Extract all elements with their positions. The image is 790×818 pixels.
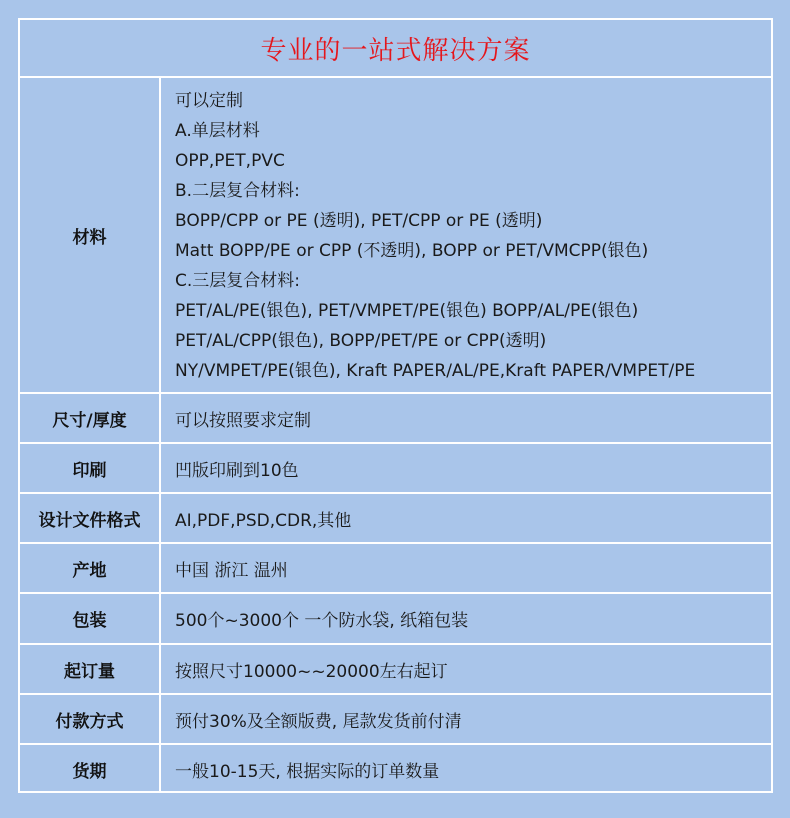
material-line: NY/VMPET/PE(银色), Kraft PAPER/AL/PE,Kraft PAPER/VMPET/PE	[175, 361, 696, 381]
table-row-design	[20, 494, 771, 544]
row-label: 材料	[20, 78, 161, 392]
row-value: 一般10-15天, 根据实际的订单数量	[175, 761, 440, 782]
material-line: OPP,PET,PVC	[175, 151, 285, 171]
row-value: AI,PDF,PSD,CDR,其他	[175, 510, 352, 531]
row-value: 500个~3000个 一个防水袋, 纸箱包装	[175, 611, 469, 631]
row-label: 付款方式	[20, 695, 161, 743]
table-row-origin	[20, 544, 771, 594]
row-value: 可以按照要求定制	[175, 410, 311, 431]
row-label: 起订量	[20, 645, 161, 693]
material-line: Matt BOPP/PE or CPP (不透明), BOPP or PET/VMCPP(银色)	[175, 241, 649, 261]
row-value	[161, 78, 771, 392]
row-label: 货期	[20, 745, 161, 793]
spec-table	[18, 18, 773, 793]
table-row-lead-time	[20, 745, 771, 793]
row-label: 设计文件格式	[20, 494, 161, 542]
table-row-packaging	[20, 594, 771, 645]
row-label: 包装	[20, 594, 161, 643]
table-row-material	[20, 78, 771, 394]
row-value: 凹版印刷到10色	[175, 460, 299, 481]
material-line: PET/AL/PE(银色), PET/VMPET/PE(银色) BOPP/AL/PE(银色)	[175, 301, 639, 321]
table-row-payment	[20, 695, 771, 745]
row-label: 产地	[20, 544, 161, 592]
table-row-moq	[20, 645, 771, 695]
table-title: 专业的一站式解决方案	[20, 20, 771, 78]
material-line: 可以定制	[175, 91, 243, 111]
material-line: PET/AL/CPP(银色), BOPP/PET/PE or CPP(透明)	[175, 331, 547, 351]
row-value: 中国 浙江 温州	[175, 560, 288, 581]
table-row-print	[20, 444, 771, 494]
row-label: 印刷	[20, 444, 161, 492]
material-line: BOPP/CPP or PE (透明), PET/CPP or PE (透明)	[175, 211, 543, 231]
material-line: A.单层材料	[175, 121, 260, 141]
row-value: 预付30%及全额版费, 尾款发货前付清	[175, 711, 462, 732]
row-value: 按照尺寸10000~~20000左右起订	[175, 661, 448, 682]
row-label: 尺寸/厚度	[20, 394, 161, 442]
material-line: C.三层复合材料:	[175, 271, 301, 291]
material-line: B.二层复合材料:	[175, 181, 300, 201]
table-row-size	[20, 394, 771, 444]
